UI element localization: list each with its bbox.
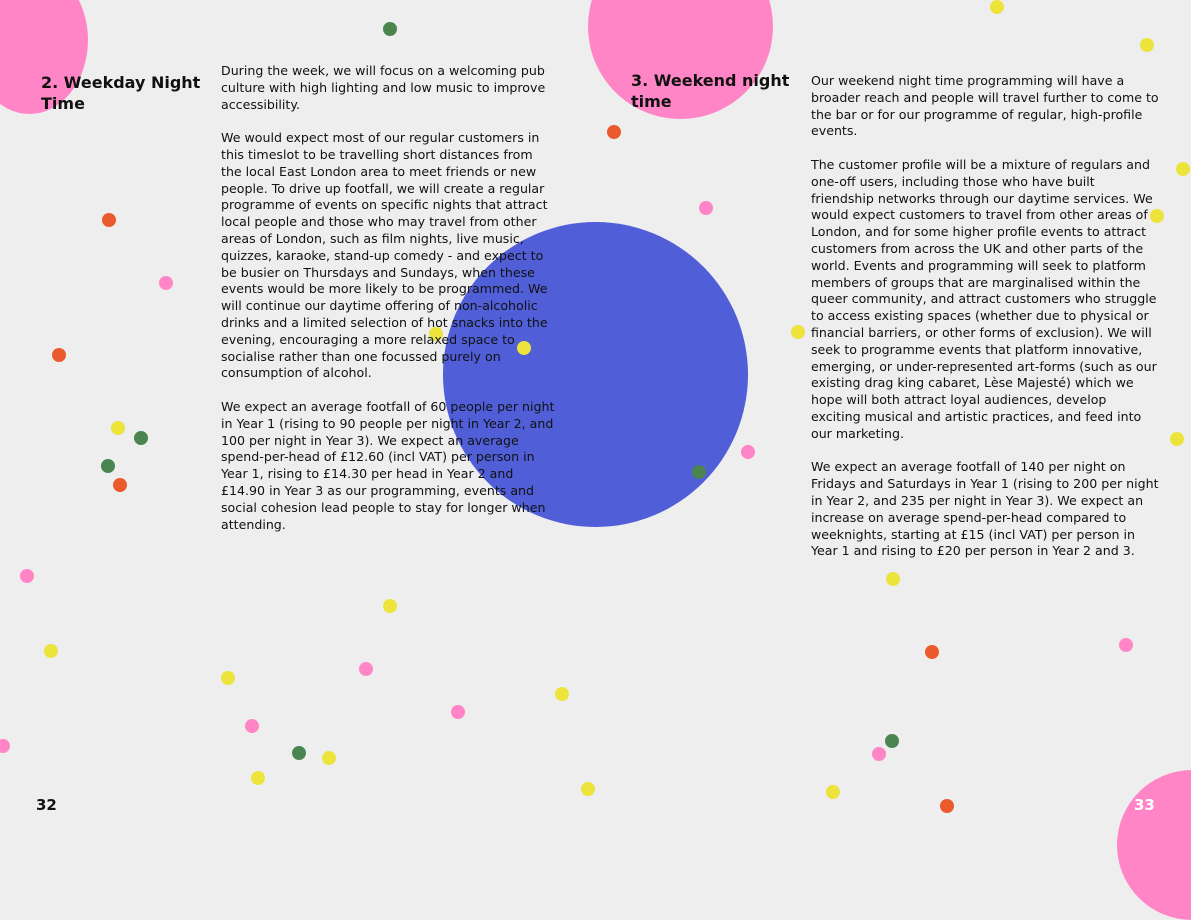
yellow-dot <box>1170 432 1184 446</box>
green-dot <box>692 465 706 479</box>
yellow-dot <box>221 671 235 685</box>
yellow-dot <box>111 421 125 435</box>
yellow-dot <box>791 325 805 339</box>
orange-dot <box>113 478 127 492</box>
yellow-dot <box>44 644 58 658</box>
pink-dot <box>0 739 10 753</box>
orange-dot <box>52 348 66 362</box>
pink-dot <box>741 445 755 459</box>
green-dot <box>292 746 306 760</box>
yellow-dot <box>1176 162 1190 176</box>
pink-dot <box>451 705 465 719</box>
pink-dot <box>699 201 713 215</box>
section-heading-weekend: 3. Weekend night time <box>631 71 790 111</box>
paragraph: We expect an average footfall of 60 people per night in Year 1 (rising to 90 people per night in Year 2, and 100 per night in Year 3). We expect an average spend-per-head of £12.60 (incl VAT) per person in Year 1, rising to £14.30 per head in Year 2 and £14.90 in Year 3 as our programming, events and social cohesion lead people to stay for longer when attending. <box>221 398 555 532</box>
orange-dot <box>925 645 939 659</box>
pink-dot <box>872 747 886 761</box>
paragraph: During the week, we will focus on a welcoming pub culture with high lighting and low music to improve accessibility. <box>221 63 546 112</box>
paragraph: We expect an average footfall of 140 per night on Fridays and Saturdays in Year 1 (rising to 200 per night in Year 2, and 235 per night in Year 3). We expect an increase on average spend-per-head compared to weeknights, starting at £15 (incl VAT) per person in Year 1 and rising to £20 per person in Year 2 and 3. <box>811 459 1159 559</box>
pink-dot <box>159 276 173 290</box>
yellow-dot <box>555 687 569 701</box>
pink-dot <box>1119 638 1133 652</box>
pink-dot <box>245 719 259 733</box>
pink-dot <box>359 662 373 676</box>
paragraph: Our weekend night time programming will have a broader reach and people will travel further to come to the bar or for our programme of regular, high-profile events. <box>811 73 1159 139</box>
page-number: 32 <box>36 796 57 814</box>
orange-dot <box>940 799 954 813</box>
section-heading-weekday: 2. Weekday Night Time <box>41 73 201 113</box>
paragraph: The customer profile will be a mixture of regulars and one-off users, including those who have built friendship networks through our daytime services. We would expect customers to travel from other areas of London, and for some higher profile events to attract customers from across the UK and other parts of the world. Events and programming will seek to platform members of groups that are marginalised within the queer community, and attract customers who struggle to access existing spaces (whether due to physical or financial barriers, or other forms of exclusion). We will seek to programme events that platform innovative, emerging, or under-represented art-forms (such as our existing drag king cabaret, Lèse Majesté) which we hope will both attract loyal audiences, develop exciting musical and artistic practices, and feed into our marketing. <box>811 156 1157 441</box>
pink-dot <box>20 569 34 583</box>
yellow-dot <box>826 785 840 799</box>
orange-dot <box>102 213 116 227</box>
yellow-dot <box>990 0 1004 14</box>
orange-dot <box>607 125 621 139</box>
yellow-dot <box>251 771 265 785</box>
green-dot <box>101 459 115 473</box>
weekend-body-text <box>811 73 1159 577</box>
green-dot <box>383 22 397 36</box>
yellow-dot <box>383 599 397 613</box>
yellow-dot <box>1140 38 1154 52</box>
green-dot <box>134 431 148 445</box>
weekday-body-text <box>221 63 566 550</box>
yellow-dot <box>581 782 595 796</box>
page-number: 33 <box>1134 796 1155 814</box>
yellow-dot <box>322 751 336 765</box>
green-dot <box>885 734 899 748</box>
paragraph: We would expect most of our regular customers in this timeslot to be travelling short distances from the local East London area to meet friends or new people. To drive up footfall, we will create a regular programme of events on specific nights that attract local people and those who may travel from other areas of London, such as film nights, live music, quizzes, karaoke, stand-up comedy - and expect to be busier on Thursdays and Sundays, when these events would be more likely to be programmed. We will continue our daytime offering of non-alcoholic drinks and a limited selection of hot snacks into the evening, encouraging a more relaxed space to socialise rather than one focussed purely on consumption of alcohol. <box>221 130 548 381</box>
pink-circle-decoration <box>1117 770 1191 920</box>
